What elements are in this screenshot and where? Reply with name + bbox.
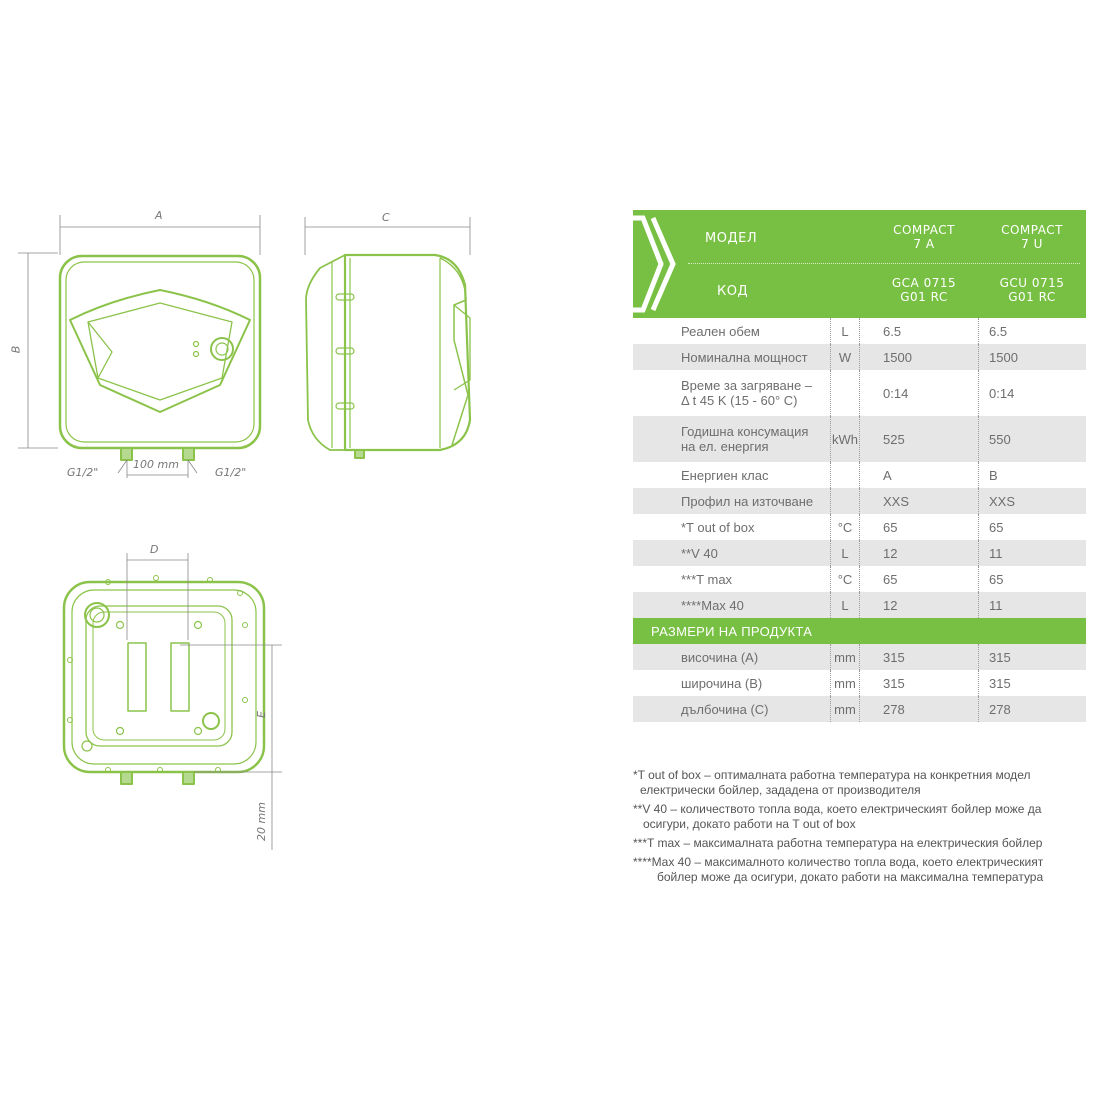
row-unit [830,488,860,514]
front-view [60,256,260,460]
row-name: ***T max [681,571,733,587]
dim-label-c: C [382,211,390,224]
row-unit: mm [830,696,860,722]
table-row [633,592,1086,618]
footnote-max40: ****Max 40 – максималното количество топла вода, което електрическият бойлер може да осигури, докато работи на максимална температура [633,855,1044,884]
table-row [633,670,1086,696]
col2-code: GCU 0715 G01 RC [999,276,1065,304]
row-value-2: 65 [989,571,1004,587]
row-name: Годишна консумация на ел. енергия [681,424,809,454]
table-row [633,370,1086,416]
row-unit [830,370,860,416]
row-value-1: 65 [883,571,898,587]
row-value-2: 65 [989,519,1004,535]
bottom-view [64,576,264,785]
row-value-2: 11 [989,545,1003,561]
table-row [633,644,1086,670]
footnote-t-out-of-box: *T out of box – оптималната работна температура на конкретния модел електрически бойлер, зададена от производителя [633,768,1031,797]
model-label: МОДЕЛ [705,231,758,246]
row-value-1: 12 [883,597,898,613]
row-name: **V 40 [681,545,718,561]
row-name: Реален обем [681,323,760,339]
table-row [633,416,1086,462]
row-unit: mm [830,670,860,696]
row-unit [830,462,860,488]
spec-table [633,210,1086,722]
side-view [306,255,470,458]
row-unit: °C [830,566,860,592]
code-label: КОД [717,284,749,299]
row-name: Енергиен клас [681,467,769,483]
row-value-1: 1500 [883,349,912,365]
row-unit: L [830,540,860,566]
row-value-2: 6.5 [989,323,1008,339]
row-unit: kWh [830,416,860,462]
row-value-1: A [883,467,892,483]
row-value-1: 525 [883,431,905,447]
table-header [633,210,1086,318]
section-dimensions: РАЗМЕРИ НА ПРОДУКТА [633,618,1086,644]
row-value-1: 278 [883,701,905,717]
row-value-1: 315 [883,649,905,665]
table-row [633,488,1086,514]
row-name: височина (A) [681,649,759,665]
table-row [633,566,1086,592]
col2-model: COMPACT 7 U [1001,223,1063,251]
row-value-2: 315 [989,649,1011,665]
row-value-2: XXS [989,493,1016,509]
pipe-label-right: G1/2" [215,466,247,479]
row-value-2: B [989,467,998,483]
table-row [633,514,1086,540]
table-row [633,318,1086,344]
row-value-2: 315 [989,675,1011,691]
row-unit: °C [830,514,860,540]
row-value-1: 12 [883,545,898,561]
row-unit: mm [830,644,860,670]
table-row [633,696,1086,722]
row-unit: L [830,318,860,344]
bottom-gap-label: 20 mm [254,802,268,841]
row-name: ****Max 40 [681,597,744,613]
row-name: Профил на източване [681,493,814,509]
row-name: широчина (B) [681,675,763,691]
table-row [633,344,1086,370]
chevron-logo-icon [633,210,693,318]
footnote-v40: **V 40 – количеството топла вода, което електрическият бойлер може да осигури, докато работи на T out of box [633,802,1042,831]
pipe-spacing-label: 100 mm [133,458,179,471]
col1-code: GCA 0715 G01 RC [891,276,957,304]
footnote-t-max: ***T max – максималната работна температура на електрическия бойлер [633,836,1043,850]
row-value-2: 0:14 [989,385,1015,401]
row-name: *T out of box [681,519,755,535]
row-unit: W [830,344,860,370]
dim-label-e: E [254,711,268,718]
row-value-2: 278 [989,701,1011,717]
row-name: Време за загряване – Δ t 45 K (15 - 60° C) [681,378,813,408]
pipe-label-left: G1/2" [67,466,99,479]
row-value-2: 11 [989,597,1003,613]
footnotes [633,768,1095,889]
row-name: дълбочина (C) [681,701,769,717]
row-value-2: 1500 [989,349,1018,365]
row-value-2: 550 [989,431,1011,447]
row-value-1: 315 [883,675,905,691]
row-value-1: 6.5 [883,323,902,339]
col1-model: COMPACT 7 A [893,223,955,251]
table-row [633,540,1086,566]
row-name: Номинална мощност [681,349,808,365]
row-unit: L [830,592,860,618]
row-value-1: 0:14 [883,385,909,401]
dim-label-d: D [150,543,159,556]
table-row [633,462,1086,488]
row-value-1: 65 [883,519,898,535]
dim-label-a: A [155,209,163,222]
dim-label-b: B [9,345,23,354]
row-value-1: XXS [883,493,910,509]
